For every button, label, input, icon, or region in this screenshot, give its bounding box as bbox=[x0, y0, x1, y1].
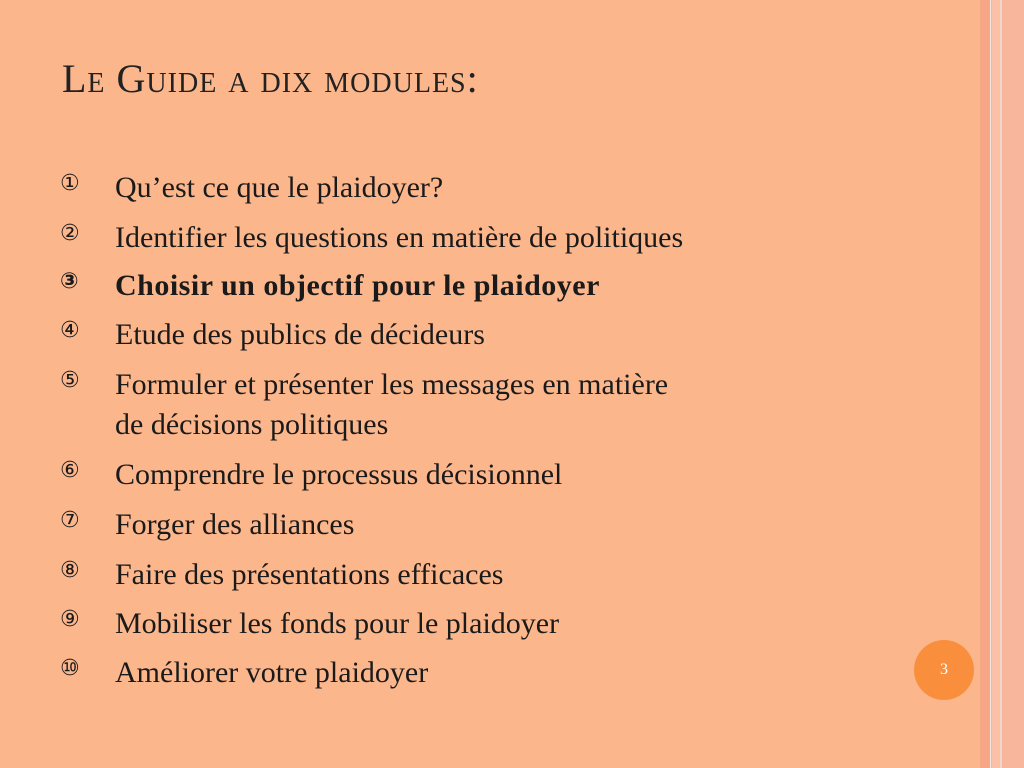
decorative-stripe bbox=[980, 0, 990, 768]
list-item-text: Améliorer votre plaidoyer bbox=[115, 656, 429, 689]
slide-title: Le Guide a dix modules: bbox=[62, 56, 479, 101]
list-item-text: Comprendre le processus décisionnel bbox=[115, 458, 563, 491]
list-item-text: Mobiliser les fonds pour le plaidoyer bbox=[115, 607, 560, 640]
list-marker: ③ bbox=[60, 269, 79, 294]
list-item-text: Formuler et présenter les messages en matière bbox=[115, 368, 669, 401]
list-item-text: Qu’est ce que le plaidoyer? bbox=[115, 171, 444, 204]
list-item-text-continuation: de décisions politiques bbox=[115, 408, 389, 441]
list-marker: ① bbox=[60, 171, 80, 196]
list-item-text: Identifier les questions en matière de politiques bbox=[115, 221, 684, 254]
list-marker: ⑥ bbox=[60, 458, 80, 483]
list-item-text: Forger des alliances bbox=[115, 508, 355, 541]
page-number: 3 bbox=[940, 661, 948, 678]
list-marker: ② bbox=[60, 221, 80, 246]
list-marker: ⑤ bbox=[60, 368, 80, 393]
list-marker: ⑦ bbox=[60, 508, 80, 533]
decorative-stripe bbox=[992, 0, 1000, 768]
list-item-text: Etude des publics de décideurs bbox=[115, 318, 485, 351]
list-marker: ⑩ bbox=[60, 656, 80, 681]
list-item-text: Faire des présentations efficaces bbox=[115, 558, 504, 591]
page-number-badge bbox=[914, 640, 974, 700]
list-marker: ⑧ bbox=[60, 558, 80, 583]
decorative-stripe bbox=[990, 0, 991, 768]
list-marker: ⑨ bbox=[60, 607, 80, 632]
list-item-text: Choisir un objectif pour le plaidoyer bbox=[115, 269, 600, 302]
decorative-stripe bbox=[1002, 0, 1024, 768]
list-marker: ④ bbox=[60, 318, 80, 343]
